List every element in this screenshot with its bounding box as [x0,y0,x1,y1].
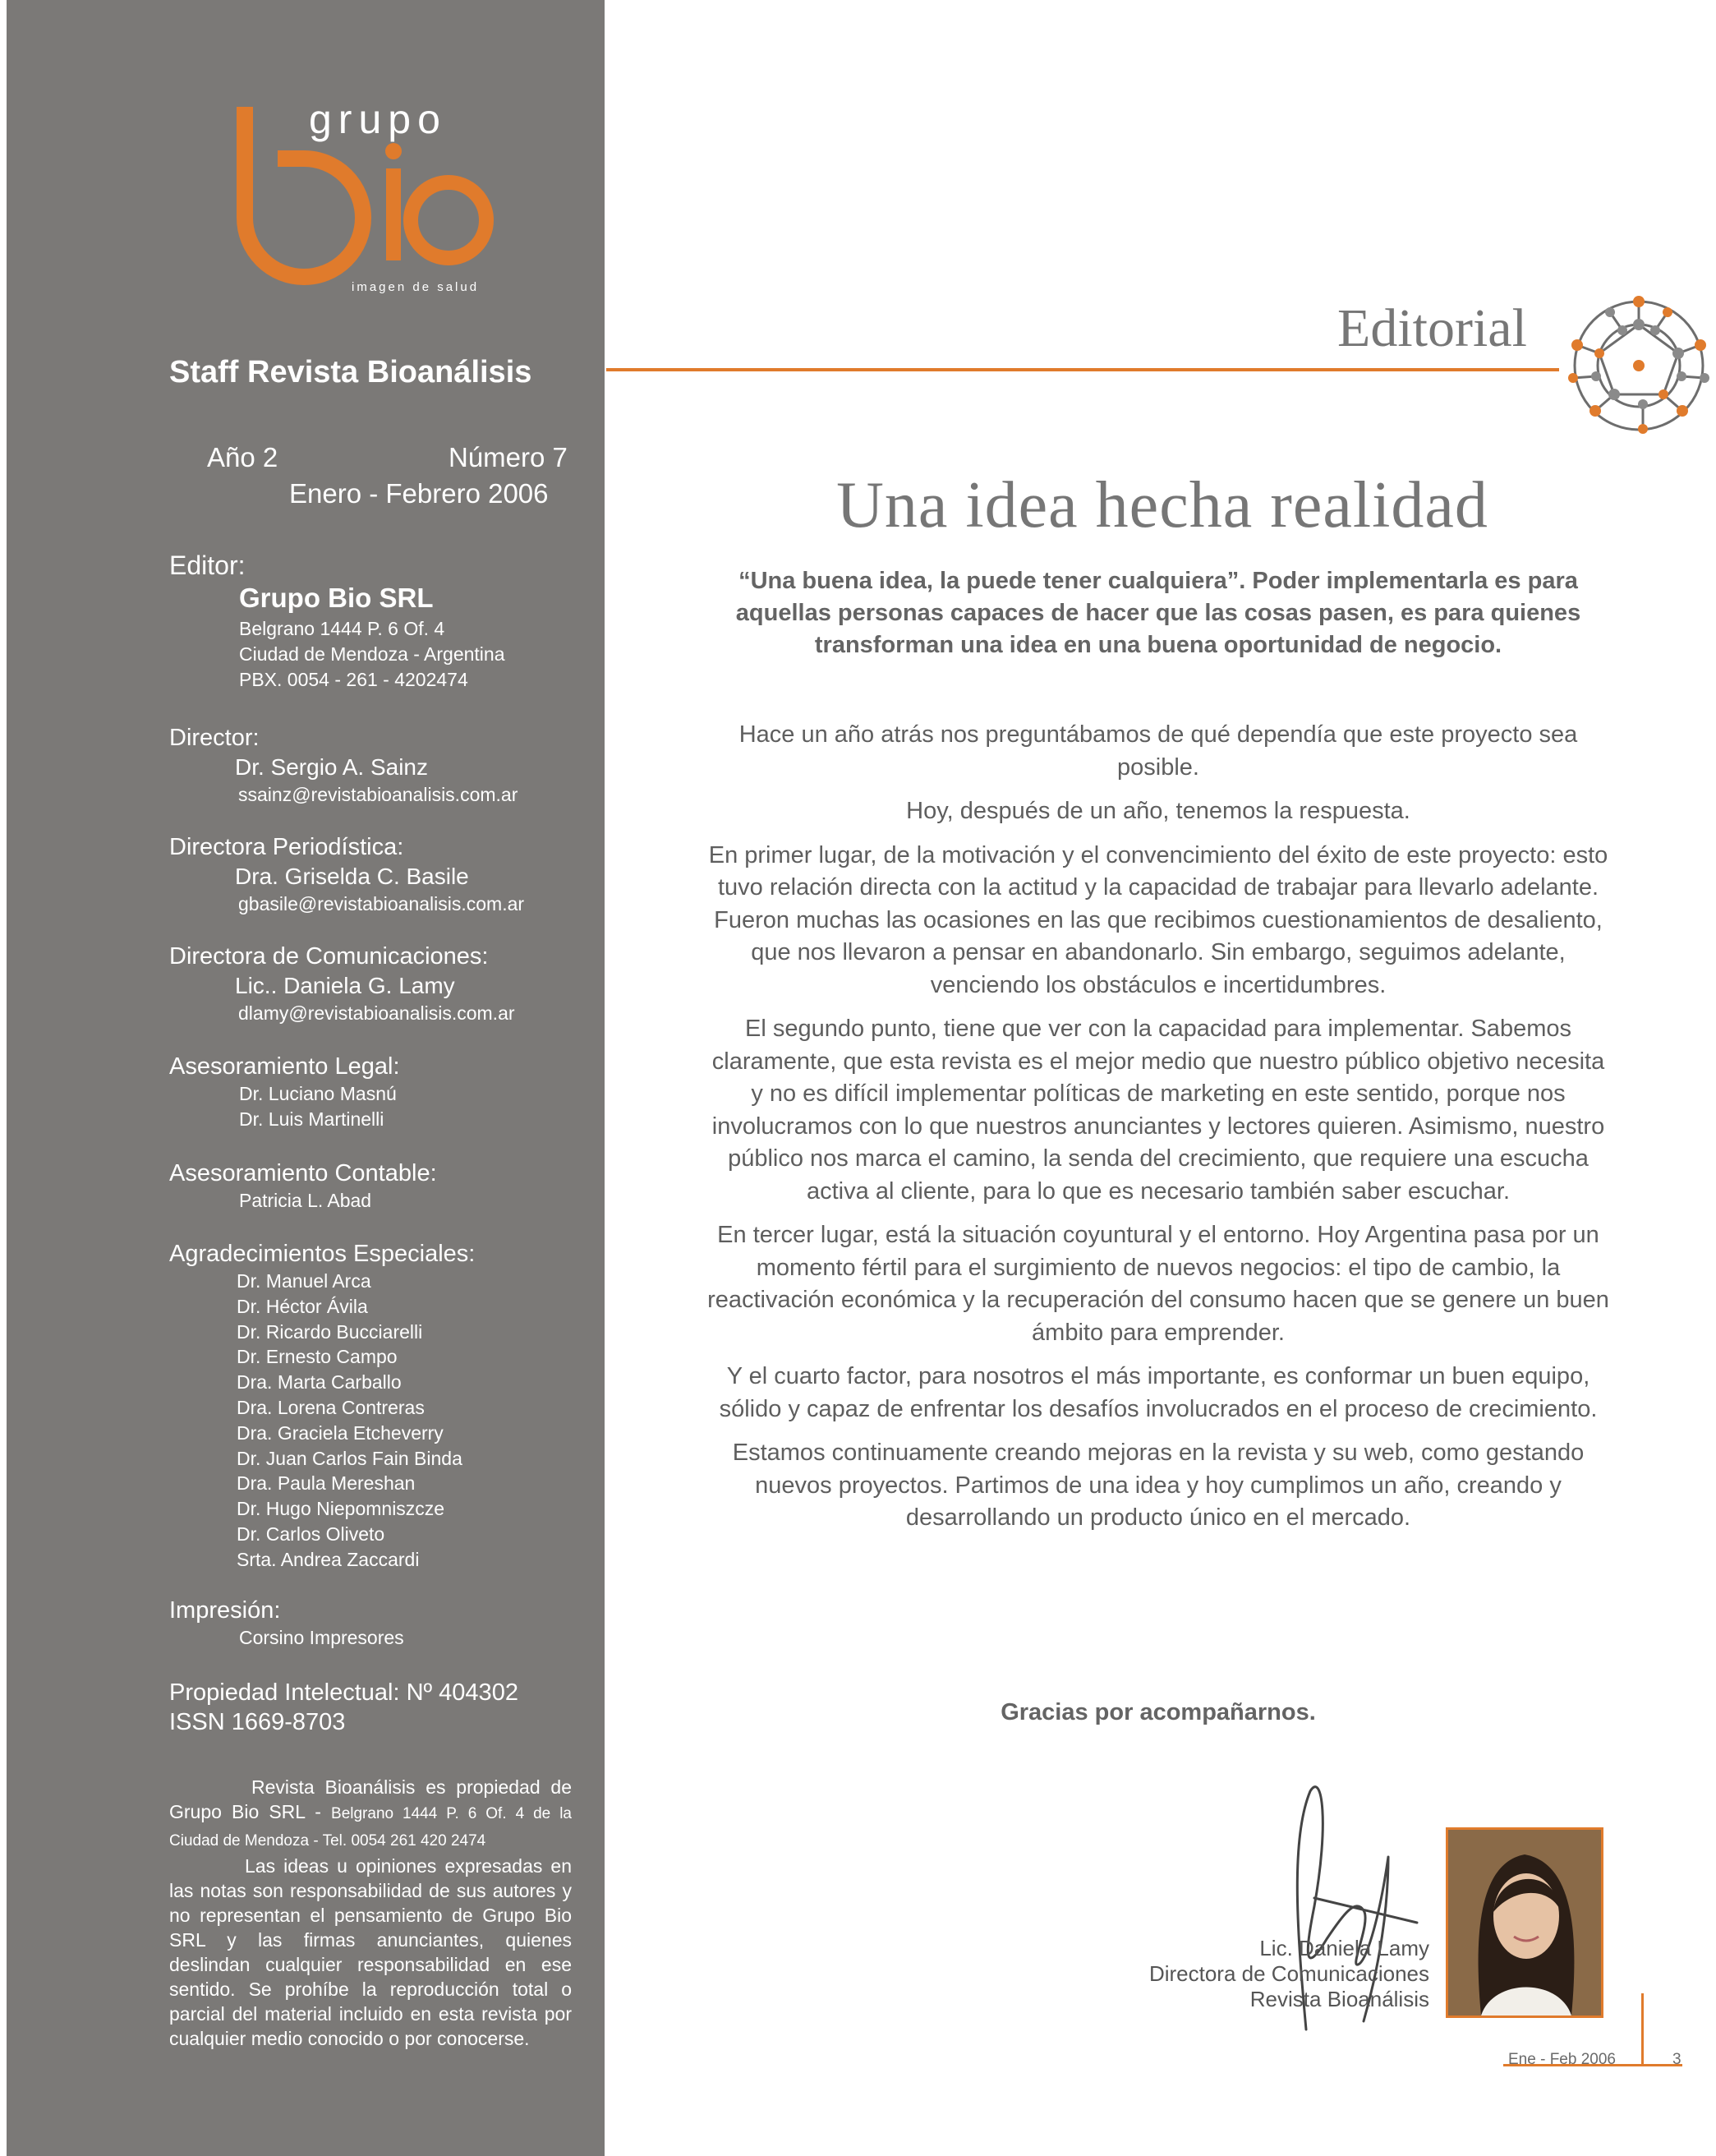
article-paragraph: Hoy, después de un año, tenemos la respuesta. [906,798,1410,824]
grupo-bio-logo [228,90,508,304]
page-number: 3 [1672,2051,1681,2068]
article-paragraph: Y el cuarto factor, para nosotros el más importante, es conformar un buen equipo, sólido y capaz de enfrentar los desafíos involucrados en el proceso de crecimiento. [719,1363,1598,1422]
periodistica-email: gbasile@revistabioanalisis.com.ar [238,893,525,914]
article-lead: “Una buena idea, la puede tener cualquiera”. Poder implementarla es para aquellas personas capaces de hacer que las cosas pasen, es para quienes transforman una idea en una buena oportunidad de negocio. [735,568,1581,658]
impresion-section [169,1596,404,1651]
legal-notice-disclaimer: Las ideas u opiniones expresadas en las notas son responsabilidad de sus autores y no representan el pensamiento de Grupo Bio SRL y las firmas anunciantes, quienes deslindan cualquier responsabilidad en ese sentido. Se prohíbe la reproducción total o parcial del material incluido en esta revista por cualquier medio conocido o por conocerse. [169,1855,572,2049]
periodistica-heading: Directora Periodística: [169,834,404,860]
article-paragraph: Estamos continuamente creando mejoras en la revista y su web, como gestando nuevos proyectos. Partimos de una idea y hoy cumplimos un año, creando y desarrollando un producto único en el mercado. [732,1440,1585,1531]
thanks-person: Dr. Carlos Oliveto [237,1523,385,1545]
signature-publication: Revista Bioanálisis [1249,1987,1429,2011]
thanks-person: Dra. Paula Mereshan [237,1472,416,1495]
editor-address-line2: Ciudad de Mendoza - Argentina [239,643,505,665]
thanks-person: Dr. Ricardo Bucciarelli [237,1320,423,1343]
logo-tagline: imagen de salud [352,280,480,294]
section-label: Editorial [1337,298,1527,358]
footer-issue-date: Ene - Feb 2006 [1508,2051,1616,2068]
legal-section [169,1052,400,1132]
signature-block [1051,1936,1429,2012]
author-photo [1446,1827,1603,2018]
director-email: ssainz@revistabioanalisis.com.ar [238,784,518,805]
propiedad-section [169,1678,518,1737]
contable-section [169,1159,437,1214]
thanks-person: Srta. Andrea Zaccardi [237,1548,420,1570]
thanks-person: Dra. Lorena Contreras [237,1396,425,1418]
impresion-name: Corsino Impresores [239,1627,404,1648]
legal-advisor: Dr. Luis Martinelli [239,1108,384,1130]
logo-o [411,182,486,258]
thanks-person: Dr. Héctor Ávila [237,1295,368,1317]
agradecimientos-section [169,1239,475,1573]
legal-advisor: Dr. Luciano Masnú [239,1083,397,1104]
issue-date: Enero - Febrero 2006 [289,478,549,509]
logo-grupo-text: grupo [309,96,447,142]
impresion-heading: Impresión: [169,1597,281,1624]
logo-i-stem [386,168,401,260]
staff-sidebar [7,0,605,2156]
issue-number: Número 7 [449,442,568,472]
contable-advisor: Patricia L. Abad [239,1190,372,1211]
issue-year: Año 2 [207,442,278,472]
director-section [169,723,518,808]
staff-title: Staff Revista Bioanálisis [169,355,532,389]
editor-name: Grupo Bio SRL [239,583,434,613]
article-paragraph: En tercer lugar, está la situación coyuntural y el entorno. Hoy Argentina pasa por un momento fértil para el surgimiento de nuevos negocios: el tipo de cambio, la reactivación económica y la recuperación del consumo hacen que se genere un buen ámbito para emprender. [707,1222,1609,1346]
footer-divider-vertical [1641,1993,1644,2066]
thanks-person: Dr. Juan Carlos Fain Binda [237,1447,462,1469]
fullerene-molecule-icon [1561,288,1716,444]
article-paragraph: Hace un año atrás nos preguntábamos de qué dependía que este proyecto sea posible. [738,721,1578,781]
editor-heading: Editor: [169,551,246,580]
director-name: Dr. Sergio A. Sainz [235,754,429,780]
agradecimientos-heading: Agradecimientos Especiales: [169,1241,476,1267]
article-paragraph: El segundo punto, tiene que ver con la capacidad para implementar. Sabemos claramente, que esta revista es el mejor medio que nuestro público objetivo necesita y no es difícil implementar políticas de marketing en este sentido, porque nos involucramos con lo que nuestros anunciantes y lectores quieren. Asimismo, nuestro público nos marca el camino, la senda del crecimiento, que requiere una escucha activa al cliente, para lo que es necesario también saber escuchar. [711,1016,1605,1205]
comunicaciones-name: Lic.. Daniela G. Lamy [235,973,455,998]
thanks-person: Dr. Manuel Arca [237,1270,371,1292]
comunicaciones-section [169,942,515,1026]
signature-role: Directora de Comunicaciones [1148,1961,1429,1986]
handwritten-signature [1265,1775,1429,2071]
propiedad-intelectual: Propiedad Intelectual: Nº 404302 [169,1679,518,1706]
signature-name: Lic. Daniela Lamy [1259,1936,1429,1960]
editor-address-line1: Belgrano 1444 P. 6 Of. 4 [239,618,445,639]
article-thanks: Gracias por acompañarnos. [1001,1699,1316,1725]
periodistica-section [169,832,524,917]
article-paragraph: En primer lugar, de la motivación y el convencimiento del éxito de este proyecto: esto tuvo relación directa con la actitud y la capacidad de trabajar para llevarlo adelante. Fueron muchas las ocasiones en las que recibimos cuestionamientos de desaliento, que nos llevaron a pensar en abandonarlo. Sin embargo, seguimos adelante, venciendo los obstáculos e incertidumbres. [708,841,1608,998]
editor-phone: PBX. 0054 - 261 - 4202474 [239,669,468,690]
contable-heading: Asesoramiento Contable: [169,1160,437,1186]
periodistica-name: Dra. Griselda C. Basile [235,864,469,889]
logo-i-dot [385,143,402,159]
comunicaciones-heading: Directora de Comunicaciones: [169,943,489,970]
section-rule [606,368,1559,371]
director-heading: Director: [169,725,260,751]
legal-notice-owner: Revista Bioanálisis es propiedad de Grupo Bio SRL - [169,1776,572,1822]
article-body [706,719,1610,1546]
thanks-person: Dra. Marta Carballo [237,1371,402,1394]
legal-notice [169,1775,572,2051]
thanks-person: Dr. Hugo Niepomniszcze [237,1498,445,1520]
issn: ISSN 1669-8703 [169,1709,346,1735]
comunicaciones-email: dlamy@revistabioanalisis.com.ar [238,1002,515,1024]
article-headline: Una idea hecha realidad [836,469,1488,541]
legal-heading: Asesoramiento Legal: [169,1053,400,1080]
editor-section [169,551,505,693]
thanks-person: Dr. Ernesto Campo [237,1346,398,1368]
legal-notice-address: Belgrano 1444 P. 6 Of. 4 de la Ciudad de Mendoza - Tel. 0054 261 420 2474 [169,1805,573,1850]
thanks-person: Dra. Graciela Etcheverry [237,1421,444,1444]
